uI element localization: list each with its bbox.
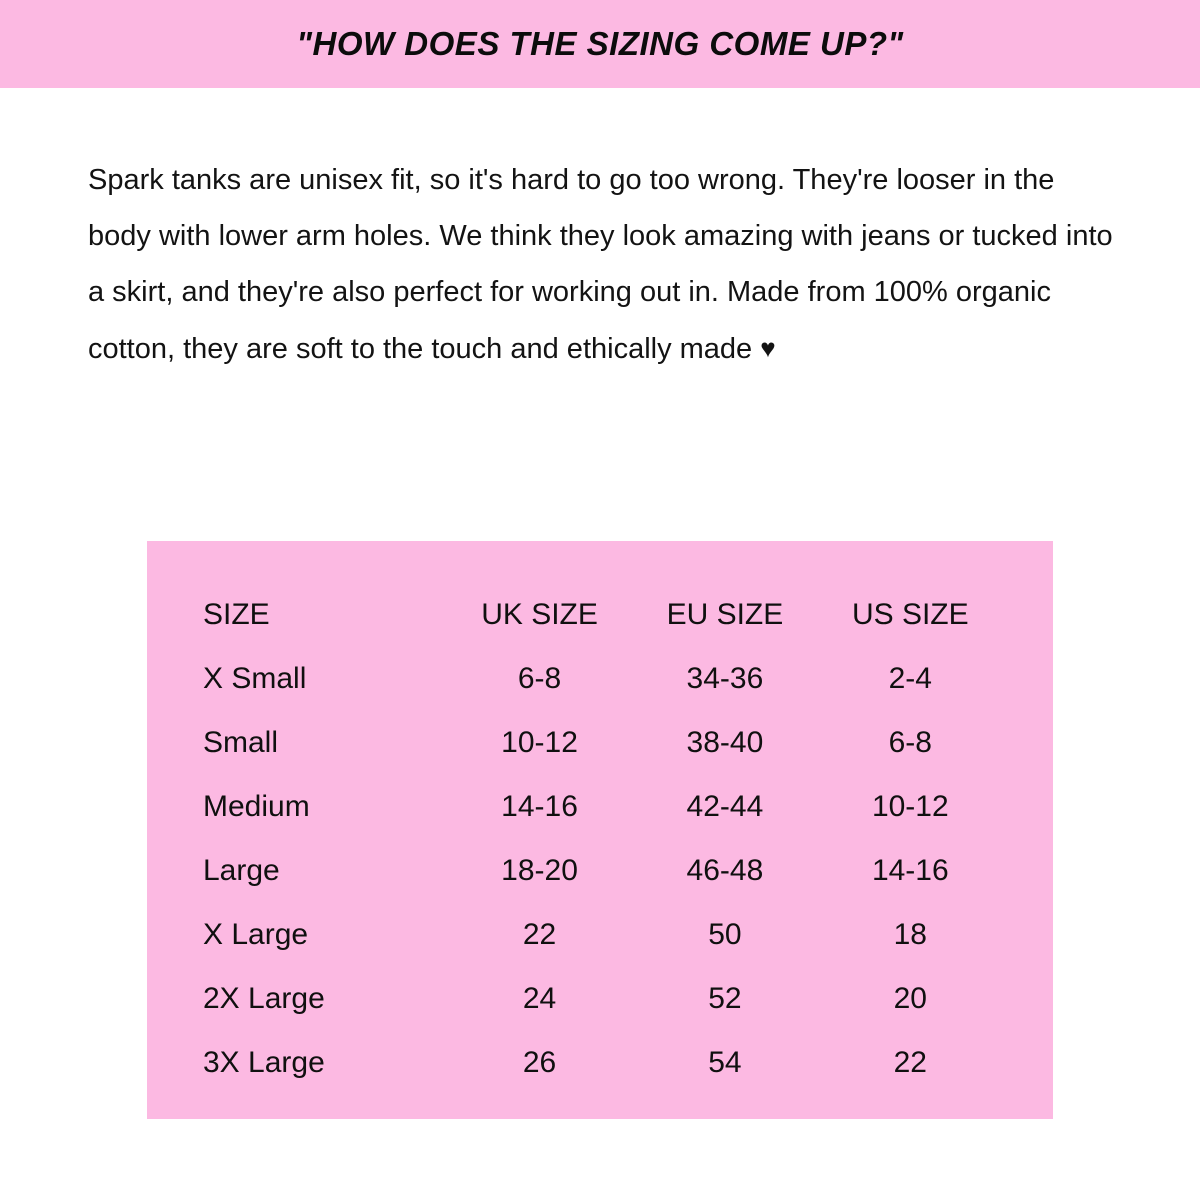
column-header-size: SIZE [203, 598, 270, 631]
cell-us: 2-4 [888, 662, 932, 695]
cell-eu: 46-48 [686, 854, 764, 887]
cell-uk: 14-16 [501, 790, 578, 823]
cell-us: 6-8 [888, 726, 932, 759]
table-row [197, 967, 1003, 1031]
table-row [197, 839, 1003, 903]
cell-us: 10-12 [871, 790, 949, 823]
cell-size: 3X Large [203, 1046, 325, 1079]
cell-us: 22 [893, 1046, 927, 1079]
cell-us: 20 [893, 982, 927, 1015]
table-row [197, 775, 1003, 839]
cell-size: X Large [203, 918, 309, 951]
header-banner [0, 0, 1200, 88]
table-row [197, 903, 1003, 967]
page-title: "HOW DOES THE SIZING COME UP?" [296, 25, 904, 62]
table-header-row [197, 583, 1003, 647]
cell-size: X Small [203, 662, 307, 695]
cell-size: Small [203, 726, 279, 759]
column-header-uk-size: UK SIZE [481, 598, 598, 631]
cell-eu: 54 [708, 1046, 742, 1079]
table-header [197, 583, 1003, 647]
table-row [197, 711, 1003, 775]
cell-eu: 52 [708, 982, 742, 1015]
description-text: Spark tanks are unisex fit, so it's hard to go too wrong. They're looser in the body with lower arm holes. We think they look amazing with jeans or tucked into a skirt, and they're also perfect for working out in. Made from 100% organic cotton, they are soft to the touch and ethically made [88, 164, 1113, 365]
cell-eu: 42-44 [686, 790, 764, 823]
column-header-eu-size: EU SIZE [666, 598, 784, 631]
table-row [197, 1031, 1003, 1095]
cell-eu: 50 [708, 918, 742, 951]
size-chart-panel [147, 541, 1053, 1119]
cell-us: 14-16 [871, 854, 949, 887]
cell-uk: 22 [522, 918, 557, 951]
product-fit-description [88, 152, 1116, 377]
column-header-us-size: US SIZE [851, 598, 969, 631]
cell-us: 18 [893, 918, 927, 951]
cell-uk: 18-20 [501, 854, 578, 887]
cell-uk: 6-8 [517, 662, 562, 695]
table-body [197, 647, 1003, 1095]
heart-icon: ♥ [760, 333, 776, 363]
cell-size: Large [203, 854, 280, 887]
cell-uk: 26 [522, 1046, 557, 1079]
cell-uk: 24 [522, 982, 557, 1015]
cell-size: 2X Large [203, 982, 325, 1015]
table-row [197, 647, 1003, 711]
cell-eu: 34-36 [686, 662, 764, 695]
cell-size: Medium [203, 790, 310, 823]
size-conversion-table [197, 583, 1003, 1095]
cell-eu: 38-40 [686, 726, 764, 759]
cell-uk: 10-12 [501, 726, 578, 759]
